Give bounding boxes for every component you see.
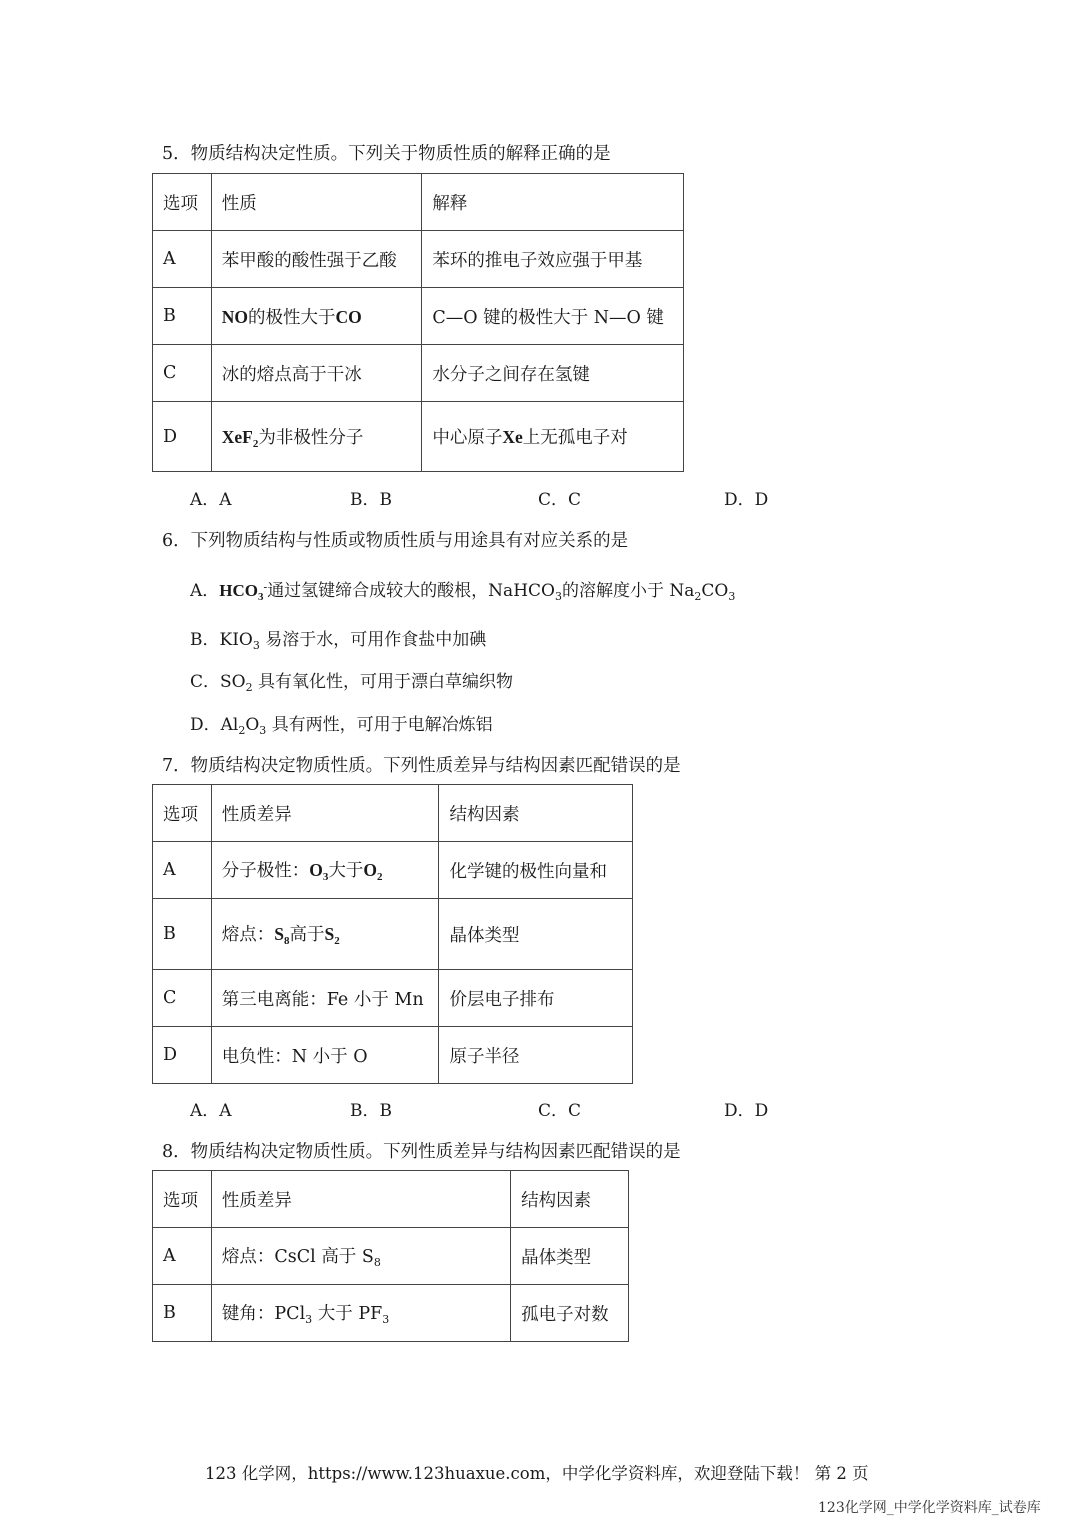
option-label: A xyxy=(153,1228,212,1285)
property-cell: 冰的熔点高于干冰 xyxy=(211,345,422,402)
table-row xyxy=(153,402,684,472)
explanation-cell: 中心原子Xe上无孤电子对 xyxy=(422,402,684,472)
header-property-difference: 性质差异 xyxy=(211,785,439,842)
question-5-stem: 5．物质结构决定性质。下列关于物质性质的解释正确的是 xyxy=(162,144,611,164)
formula-xef2: XeF$_2$ xyxy=(221,426,259,450)
property-cell xyxy=(211,288,422,345)
choice-b: B．B xyxy=(350,1101,392,1121)
choice-c: C．C xyxy=(538,490,582,510)
formula-xe: Xe xyxy=(502,427,523,447)
table-row xyxy=(153,231,684,288)
header-property: 性质 xyxy=(211,174,422,231)
table-header-row xyxy=(153,1171,629,1228)
table-header-row xyxy=(153,785,633,842)
formula-o2: $O_2$ xyxy=(363,860,383,883)
watermark: 123化学网_中学化学资料库_试卷库 xyxy=(818,1500,1041,1516)
question-7-table xyxy=(152,784,633,1084)
option-label: B xyxy=(153,899,212,970)
formula-no: NO xyxy=(221,306,249,327)
question-8-stem: 8．物质结构决定物质性质。下列性质差异与结构因素匹配错误的是 xyxy=(162,1142,681,1162)
formula-hco3: $HCO_3^-$ xyxy=(219,581,268,603)
table-row xyxy=(153,1285,629,1342)
property-cell xyxy=(211,402,422,472)
explanation-cell: 水分子之间存在氢键 xyxy=(422,345,684,402)
property-cell: 第三电离能：Fe 小于 Mn xyxy=(211,970,439,1027)
property-cell: 熔点：CsCl 高于 $S_8$ xyxy=(211,1228,510,1285)
factor-cell: 孤电子对数 xyxy=(511,1285,629,1342)
option-label: B xyxy=(153,1285,212,1342)
option-label: A xyxy=(153,842,212,899)
explanation-cell: C—O 键的极性大于 N—O 键 xyxy=(422,288,684,345)
table-row xyxy=(153,899,633,970)
q6-option-a: A．$HCO_3^-$通过氢键缔合成较大的酸根，NaHCO$_3$的溶解度小于 $Na_2CO_3$ xyxy=(190,581,736,603)
header-option: 选项 xyxy=(153,174,212,231)
property-cell: 电负性：N 小于 O xyxy=(211,1027,439,1084)
property-text: 为非极性分子 xyxy=(258,427,364,448)
option-label: C xyxy=(153,345,212,402)
choice-d: D．D xyxy=(724,490,769,510)
option-label: D xyxy=(153,402,212,472)
property-cell: 熔点：$S_8$高于$S_2$ xyxy=(211,899,439,970)
explanation-cell: 苯环的推电子效应强于甲基 xyxy=(422,231,684,288)
formula-s8: $S_8$ xyxy=(274,924,290,947)
choice-c: C．C xyxy=(538,1101,582,1121)
table-row xyxy=(153,1228,629,1285)
question-5-table xyxy=(152,173,684,472)
header-explanation: 解释 xyxy=(422,174,684,231)
property-cell: 键角：PCl$_3$ 大于 $PF_3$ xyxy=(211,1285,510,1342)
table-header-row xyxy=(153,174,684,231)
property-cell: 苯甲酸的酸性强于乙酸 xyxy=(211,231,422,288)
choice-d: D．D xyxy=(724,1101,769,1121)
table-row xyxy=(153,970,633,1027)
q6-option-b: B．$KIO_3$ 易溶于水，可用作食盐中加碘 xyxy=(190,630,487,652)
table-row xyxy=(153,345,684,402)
q6-option-d: D．$Al_2O_3$ 具有两性，可用于电解冶炼铝 xyxy=(190,715,493,737)
property-text: 的极性大于 xyxy=(248,307,336,328)
choice-a: A．A xyxy=(190,490,232,510)
factor-cell: 价层电子排布 xyxy=(439,970,633,1027)
header-property-difference: 性质差异 xyxy=(211,1171,510,1228)
property-cell: 分子极性：$O_3$大于$O_2$ xyxy=(211,842,439,899)
factor-cell: 晶体类型 xyxy=(511,1228,629,1285)
header-structural-factor: 结构因素 xyxy=(439,785,633,842)
table-row xyxy=(153,1027,633,1084)
choice-a: A．A xyxy=(190,1101,232,1121)
factor-cell: 化学键的极性向量和 xyxy=(439,842,633,899)
option-label: C xyxy=(153,970,212,1027)
table-row xyxy=(153,842,633,899)
option-label: A xyxy=(153,231,212,288)
formula-s2: $S_2$ xyxy=(324,924,340,947)
formula-co: CO xyxy=(335,306,362,327)
formula-o3: $O_3$ xyxy=(309,860,329,883)
table-row xyxy=(153,288,684,345)
header-structural-factor: 结构因素 xyxy=(511,1171,629,1228)
header-option: 选项 xyxy=(153,1171,212,1228)
q6-option-c: C．$SO_2$ 具有氧化性，可用于漂白草编织物 xyxy=(190,672,513,694)
option-label: D xyxy=(153,1027,212,1084)
header-option: 选项 xyxy=(153,785,212,842)
question-8-table xyxy=(152,1170,629,1342)
page-footer: 123 化学网，https://www.123huaxue.com，中学化学资料库，欢迎登陆下载！ 第 2 页 xyxy=(205,1464,869,1483)
option-label: B xyxy=(153,288,212,345)
question-6-stem: 6．下列物质结构与性质或物质性质与用途具有对应关系的是 xyxy=(162,531,629,551)
factor-cell: 原子半径 xyxy=(439,1027,633,1084)
factor-cell: 晶体类型 xyxy=(439,899,633,970)
question-7-stem: 7．物质结构决定物质性质。下列性质差异与结构因素匹配错误的是 xyxy=(162,756,681,776)
choice-b: B．B xyxy=(350,490,392,510)
